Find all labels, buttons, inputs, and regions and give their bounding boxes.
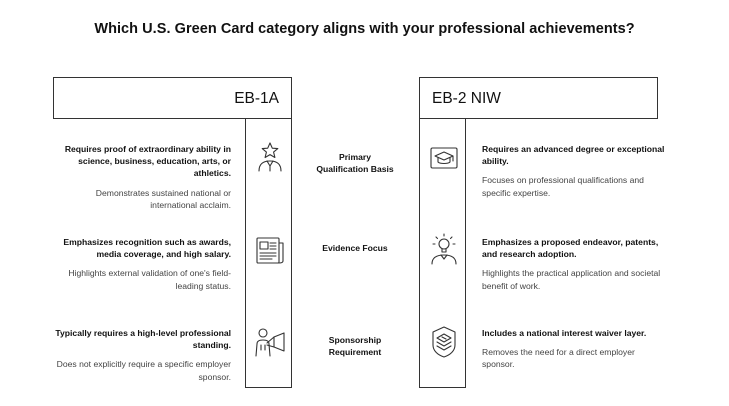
eb2niw-evidence-text [482,236,667,292]
megaphone-person-icon [250,322,290,362]
eb1a-qualification-text [53,143,231,211]
graduation-cap-icon [424,138,464,178]
eb2niw-header [419,77,658,119]
row-label-sponsorship: Sponsorship Requirement [328,335,382,357]
eb1a-sponsorship-bold: Typically requires a high-level professional standing. [55,328,231,351]
eb2niw-sponsorship-text [482,327,667,371]
page-title: Which U.S. Green Card category aligns with your professional achievements? [94,21,635,37]
eb2niw-sponsorship-note: Removes the need for a direct employer sponsor. [482,347,635,370]
eb2niw-qualification-note: Focuses on professional qualifications and specific expertise. [482,175,644,198]
eb2niw-qualification-text [482,143,667,199]
eb2niw-heading: EB-2 NIW [432,90,501,107]
row-label-qualification: Primary Qualification Basis [316,152,394,174]
eb1a-evidence-bold: Emphasizes recognition such as awards, media coverage, and high salary. [63,237,231,260]
eb2niw-sponsorship-bold: Includes a national interest waiver layer. [482,328,647,338]
eb1a-sponsorship-note: Does not explicitly require a specific employer sponsor. [56,359,231,382]
eb1a-evidence-text [53,236,231,292]
eb2niw-evidence-note: Highlights the practical application and societal benefit of work. [482,268,661,291]
eb1a-header [53,77,292,119]
eb1a-sponsorship-text [53,327,231,383]
eb1a-qualification-bold: Requires proof of extraordinary ability in science, business, education, arts, or athletics. [64,144,231,179]
newspaper-icon [250,230,290,270]
layered-shield-icon [424,322,464,362]
row-label-evidence: Evidence Focus [322,243,388,253]
eb2niw-qualification-bold: Requires an advanced degree or exceptional ability. [482,144,665,167]
eb1a-qualification-note: Demonstrates sustained national or international acclaim. [95,187,231,210]
star-person-icon [250,138,290,178]
eb1a-heading: EB-1A [234,90,279,107]
eb1a-evidence-note: Highlights external validation of one's field-leading status. [68,268,231,291]
eb2niw-evidence-bold: Emphasizes a proposed endeavor, patents, and research adoption. [482,237,659,260]
lightbulb-person-icon [424,230,464,270]
